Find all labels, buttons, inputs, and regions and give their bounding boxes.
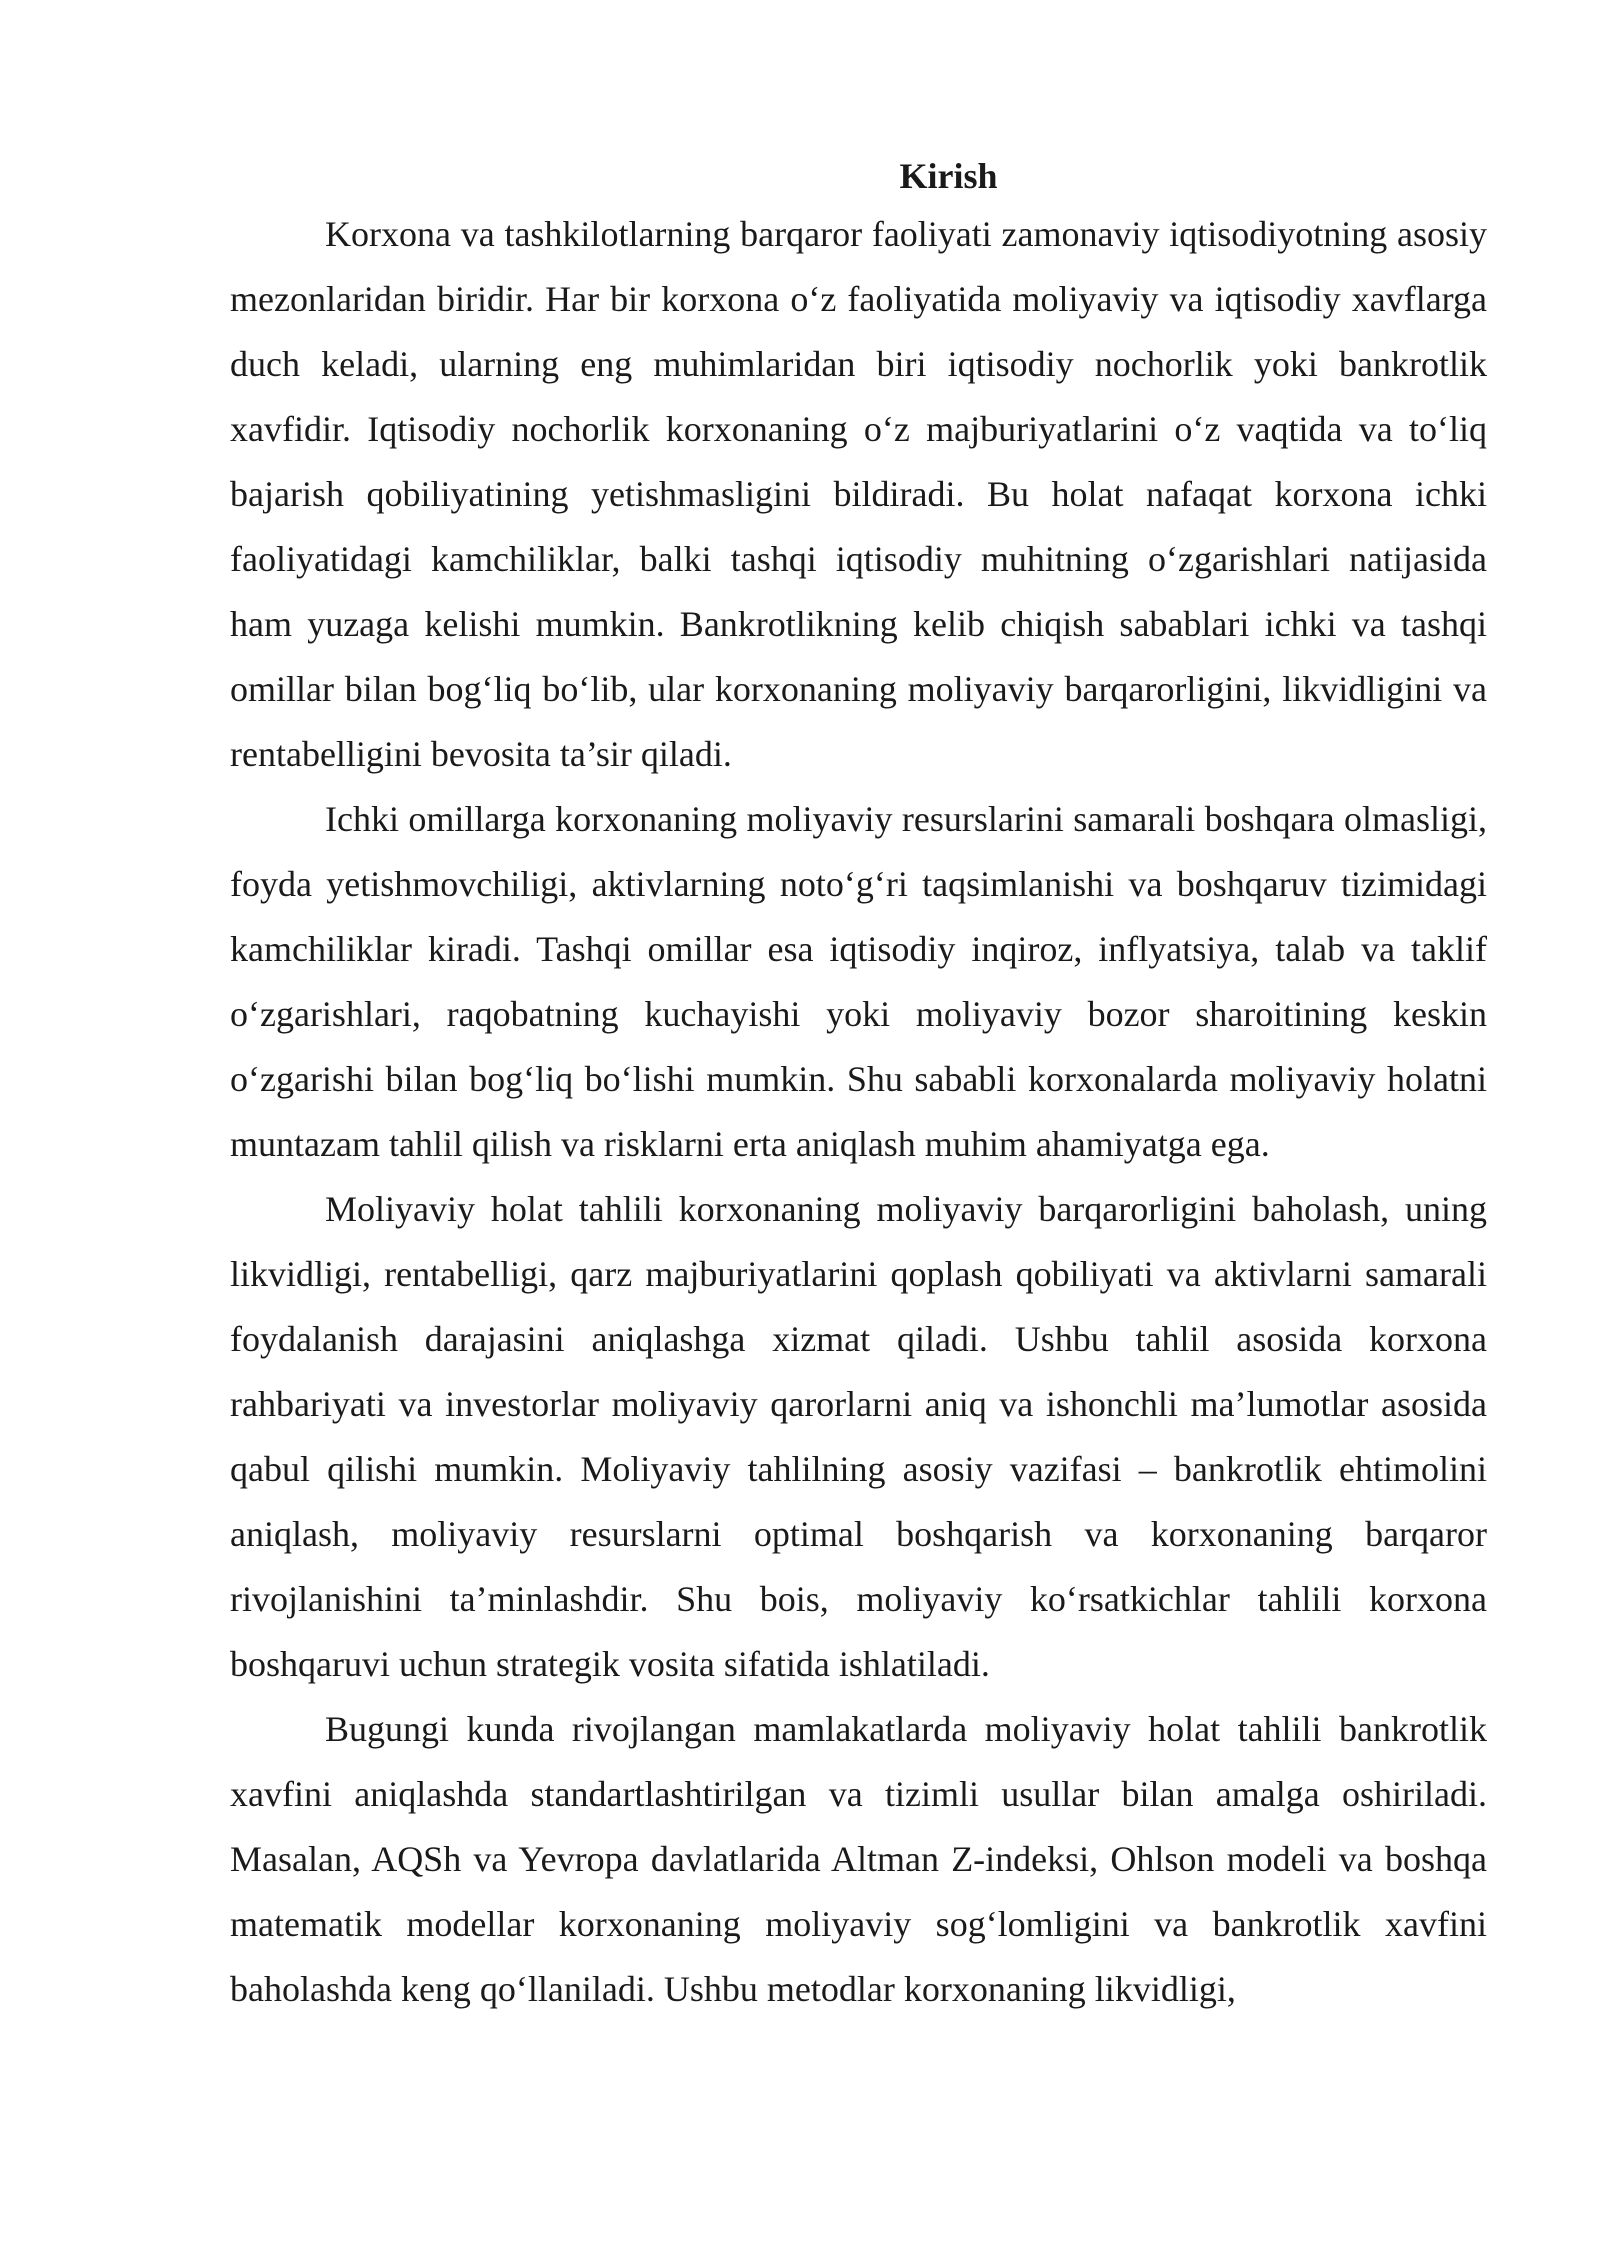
document-body [230, 150, 1487, 2022]
paragraph-1: Korxona va tashkilotlarning barqaror faoliyati zamonaviy iqtisodiyotning asosiy mezonlaridan biridir. Har bir korxona o‘z faoliyatida moliyaviy va iqtisodiy xavflarga duch keladi, ularning eng muhimlaridan biri iqtisodiy nochorlik yoki bankrotlik xavfidir. Iqtisodiy nochorlik korxonaning o‘z majburiyatlarini o‘z vaqtida va to‘liq bajarish qobiliyatining yetishmasligini bildiradi. Bu holat nafaqat korxona ichki faoliyatidagi kamchiliklar, balki tashqi iqtisodiy muhitning o‘zgarishlari natijasida ham yuzaga kelishi mumkin. Bankrotlikning kelib chiqish sabablari ichki va tashqi omillar bilan bog‘liq bo‘lib, ular korxonaning moliyaviy barqarorligini, likvidligini va rentabelligini bevosita ta’sir qiladi. [230, 214, 1487, 774]
paragraph-3: Moliyaviy holat tahlili korxonaning moliyaviy barqarorligini baholash, uning likvidligi, rentabelligi, qarz majburiyatlarini qoplash qobiliyati va aktivlarni samarali foydalanish darajasini aniqlashga xizmat qiladi. Ushbu tahlil asosida korxona rahbariyati va investorlar moliyaviy qarorlarni aniq va ishonchli ma’lumotlar asosida qabul qilishi mumkin. Moliyaviy tahlilning asosiy vazifasi – bankrotlik ehtimolini aniqlash, moliyaviy resurslarni optimal boshqarish va korxonaning barqaror rivojlanishini ta’minlashdir. Shu bois, moliyaviy ko‘rsatkichlar tahlili korxona boshqaruvi uchun strategik vosita sifatida ishlatiladi. [230, 1189, 1487, 1684]
section-title: Kirish [899, 156, 998, 196]
paragraph-4: Bugungi kunda rivojlangan mamlakatlarda moliyaviy holat tahlili bankrotlik xavfini aniqlashda standartlashtirilgan va tizimli usullar bilan amalga oshiriladi. Masalan, AQSh va Yevropa davlatlarida Altman Z-indeksi, Ohlson modeli va boshqa matematik modellar korxonaning moliyaviy sog‘lomligini va bankrotlik xavfini baholashda keng qo‘llaniladi. Ushbu metodlar korxonaning likvidligi, [230, 1709, 1487, 2009]
paragraph-2: Ichki omillarga korxonaning moliyaviy resurslarini samarali boshqara olmasligi, foyda yetishmovchiligi, aktivlarning noto‘g‘ri taqsimlanishi va boshqaruv tizimidagi kamchiliklar kiradi. Tashqi omillar esa iqtisodiy inqiroz, inflyatsiya, talab va taklif o‘zgarishlari, raqobatning kuchayishi yoki moliyaviy bozor sharoitining keskin o‘zgarishi bilan bog‘liq bo‘lishi mumkin. Shu sababli korxonalarda moliyaviy holatni muntazam tahlil qilish va risklarni erta aniqlash muhim ahamiyatga ega. [230, 799, 1487, 1164]
